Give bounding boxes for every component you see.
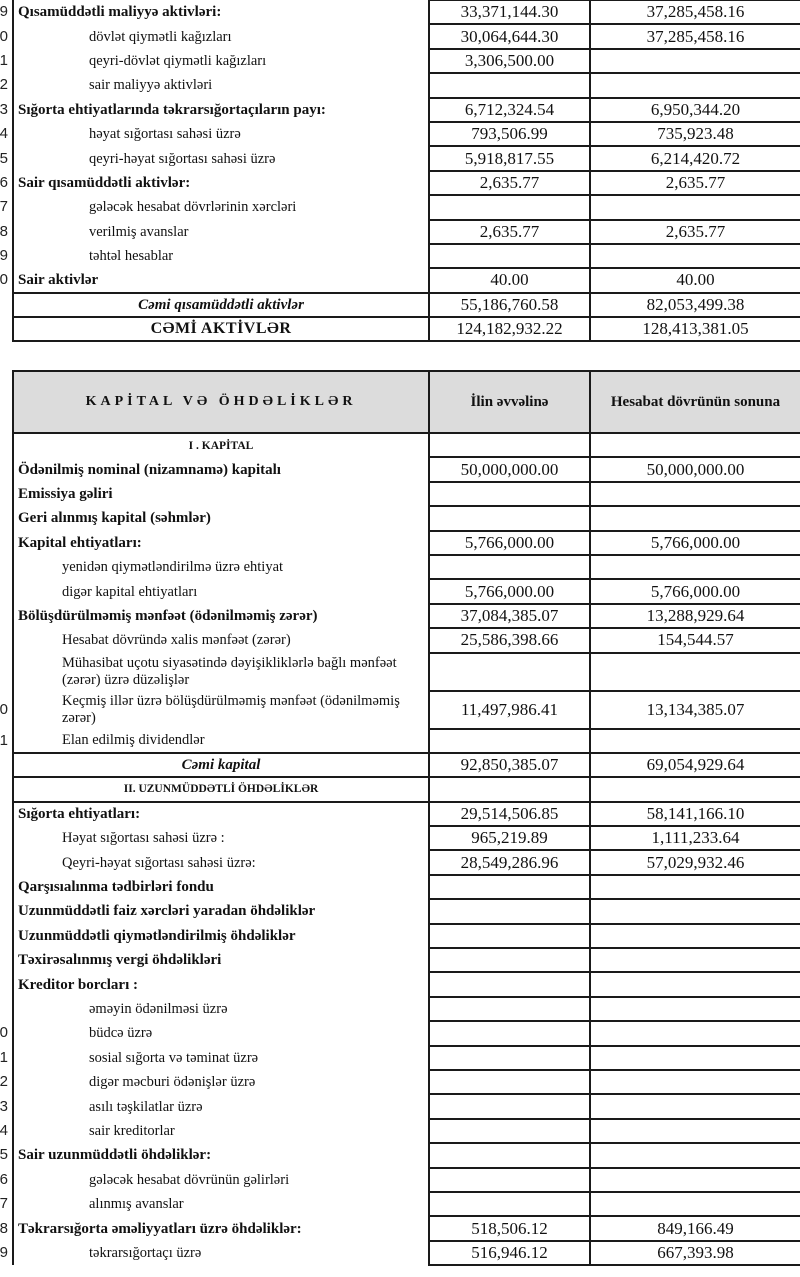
row-number: 1	[0, 51, 8, 69]
capital-liabilities-table	[12, 370, 800, 1266]
column-header-begin: İlin əvvəlinə	[429, 371, 590, 433]
row-label: Sair qısamüddətli aktivlər:	[13, 171, 429, 195]
row-label: Təxirəsalınmış vergi öhdəlikləri	[13, 948, 429, 972]
table-row	[13, 1021, 800, 1045]
value-year-begin: 518,506.12	[429, 1216, 590, 1240]
table-row	[13, 1168, 800, 1192]
value-period-end: 128,413,381.05	[590, 317, 800, 341]
row-label: Emissiya gəliri	[13, 482, 429, 506]
table-row	[13, 948, 800, 972]
value-year-begin	[429, 972, 590, 996]
row-label: verilmiş avanslar	[13, 220, 429, 244]
value-year-begin: 2,635.77	[429, 220, 590, 244]
row-number: 5	[0, 149, 8, 167]
row-label: əməyin ödənilməsi üzrə	[13, 997, 429, 1021]
table-row	[13, 146, 800, 170]
value-period-end: 13,134,385.07	[590, 691, 800, 729]
value-period-end	[590, 948, 800, 972]
row-number: 7	[0, 1195, 8, 1213]
section-capital-label: I . KAPİTAL	[13, 433, 429, 457]
value-year-begin	[429, 948, 590, 972]
value-period-end	[590, 1168, 800, 1192]
table-row	[13, 122, 800, 146]
total-capital-label: Cəmi kapital	[13, 753, 429, 777]
table-row	[13, 579, 800, 603]
value-year-begin	[429, 433, 590, 457]
value-period-end	[590, 244, 800, 268]
table-row	[13, 1070, 800, 1094]
row-label: büdcə üzrə	[13, 1021, 429, 1045]
value-year-begin: 2,635.77	[429, 171, 590, 195]
value-period-end	[590, 777, 800, 801]
row-number: 8	[0, 1219, 8, 1237]
row-label: qeyri-dövlət qiymətli kağızları	[13, 49, 429, 73]
value-period-end: 154,544.57	[590, 628, 800, 652]
row-label: Uzunmüddətli faiz xərcləri yaradan öhdəliklər	[13, 899, 429, 923]
value-period-end	[590, 875, 800, 899]
row-number: 9	[0, 247, 8, 265]
row-label: sosial sığorta və təminat üzrə	[13, 1046, 429, 1070]
row-number: 2	[0, 1073, 8, 1091]
value-year-begin	[429, 1094, 590, 1118]
row-label: asılı təşkilatlar üzrə	[13, 1094, 429, 1118]
value-year-begin	[429, 555, 590, 579]
row-label: Qarşısıalınma tədbirləri fondu	[13, 875, 429, 899]
table-row	[13, 604, 800, 628]
value-period-end	[590, 1046, 800, 1070]
value-period-end	[590, 972, 800, 996]
value-period-end: 50,000,000.00	[590, 457, 800, 481]
row-number: 9	[0, 1243, 8, 1261]
table-row	[13, 924, 800, 948]
row-number: 6	[0, 173, 8, 191]
table-row	[13, 899, 800, 923]
row-label: digər məcburi ödənişlər üzrə	[13, 1070, 429, 1094]
table-row	[13, 875, 800, 899]
row-label: təkrarsığortaçı üzrə	[13, 1241, 429, 1265]
value-year-begin	[429, 1168, 590, 1192]
value-year-begin: 55,186,760.58	[429, 293, 590, 317]
value-year-begin	[429, 1143, 590, 1167]
value-year-begin: 965,219.89	[429, 826, 590, 850]
row-label: Keçmiş illər üzrə bölüşdürülməmiş mənfəət (ödənilməmiş zərər)	[13, 691, 429, 729]
value-year-begin: 37,084,385.07	[429, 604, 590, 628]
row-label: təhtəl hesablar	[13, 244, 429, 268]
value-period-end	[590, 729, 800, 753]
value-year-begin: 40.00	[429, 268, 590, 292]
value-year-begin	[429, 73, 590, 97]
row-label: sair maliyyə aktivləri	[13, 73, 429, 97]
value-year-begin: 11,497,986.41	[429, 691, 590, 729]
value-period-end: 37,285,458.16	[590, 24, 800, 48]
value-period-end	[590, 1119, 800, 1143]
row-label: Həyat sığortası sahəsi üzrə :	[13, 826, 429, 850]
value-year-begin: 30,064,644.30	[429, 24, 590, 48]
value-year-begin: 33,371,144.30	[429, 0, 590, 24]
section-longterm-liabilities	[13, 777, 800, 801]
table-row	[13, 729, 800, 753]
row-label: qeyri-həyat sığortası sahəsi üzrə	[13, 146, 429, 170]
row-label: Sığorta ehtiyatları:	[13, 802, 429, 826]
value-year-begin: 5,766,000.00	[429, 579, 590, 603]
row-number: 8	[0, 222, 8, 240]
table-row	[13, 850, 800, 874]
table-row	[13, 1216, 800, 1240]
row-number: 2	[0, 76, 8, 94]
value-year-begin	[429, 777, 590, 801]
row-label: Ödənilmiş nominal (nizamnamə) kapitalı	[13, 457, 429, 481]
row-label: yenidən qiymətləndirilmə üzrə ehtiyat	[13, 555, 429, 579]
value-period-end	[590, 1143, 800, 1167]
table-row	[13, 1192, 800, 1216]
value-period-end	[590, 49, 800, 73]
value-year-begin	[429, 653, 590, 691]
value-year-begin	[429, 1070, 590, 1094]
value-period-end: 849,166.49	[590, 1216, 800, 1240]
value-year-begin: 25,586,398.66	[429, 628, 590, 652]
row-label: Elan edilmiş dividendlər	[13, 729, 429, 753]
row-label: Kreditor borcları :	[13, 972, 429, 996]
assets-table	[12, 0, 800, 342]
row-number: 4	[0, 1121, 8, 1139]
table-row	[13, 506, 800, 530]
table-row	[13, 244, 800, 268]
row-label: Qeyri-həyat sığortası sahəsi üzrə:	[13, 850, 429, 874]
table-row	[13, 49, 800, 73]
row-label: Sair aktivlər	[13, 268, 429, 292]
value-year-begin: 50,000,000.00	[429, 457, 590, 481]
value-period-end	[590, 73, 800, 97]
value-year-begin: 5,918,817.55	[429, 146, 590, 170]
row-label: dövlət qiymətli kağızları	[13, 24, 429, 48]
table-row	[13, 826, 800, 850]
row-label: gələcək hesabat dövrünün gəlirləri	[13, 1168, 429, 1192]
table-row	[13, 653, 800, 691]
total-assets	[13, 317, 800, 341]
table-row	[13, 1094, 800, 1118]
value-year-begin	[429, 1192, 590, 1216]
value-period-end: 2,635.77	[590, 220, 800, 244]
value-year-begin: 793,506.99	[429, 122, 590, 146]
value-period-end: 2,635.77	[590, 171, 800, 195]
row-label: Geri alınmış kapital (səhmlər)	[13, 506, 429, 530]
row-number: 7	[0, 198, 8, 216]
table-row	[13, 195, 800, 219]
value-year-begin: 29,514,506.85	[429, 802, 590, 826]
table-row	[13, 268, 800, 292]
total-capital	[13, 753, 800, 777]
value-year-begin: 5,766,000.00	[429, 531, 590, 555]
table-row	[13, 482, 800, 506]
value-year-begin: 28,549,286.96	[429, 850, 590, 874]
value-period-end: 13,288,929.64	[590, 604, 800, 628]
value-year-begin	[429, 924, 590, 948]
column-header-end: Hesabat dövrünün sonuna	[590, 371, 800, 433]
row-label: həyat sığortası sahəsi üzrə	[13, 122, 429, 146]
value-period-end: 40.00	[590, 268, 800, 292]
value-period-end: 58,141,166.10	[590, 802, 800, 826]
value-year-begin	[429, 729, 590, 753]
value-year-begin	[429, 1046, 590, 1070]
table-row	[13, 73, 800, 97]
value-year-begin	[429, 195, 590, 219]
value-period-end: 667,393.98	[590, 1241, 800, 1265]
value-period-end: 735,923.48	[590, 122, 800, 146]
row-label: Təkrarsığorta əməliyyatları üzrə öhdəliklər:	[13, 1216, 429, 1240]
table-row	[13, 0, 800, 24]
row-number: 0	[0, 1024, 8, 1042]
table-row	[13, 1143, 800, 1167]
value-period-end	[590, 1192, 800, 1216]
value-period-end: 5,766,000.00	[590, 531, 800, 555]
value-period-end	[590, 1070, 800, 1094]
value-period-end	[590, 899, 800, 923]
row-label: Sair uzunmüddətli öhdəliklər:	[13, 1143, 429, 1167]
table-row	[13, 98, 800, 122]
row-label: Hesabat dövründə xalis mənfəət (zərər)	[13, 628, 429, 652]
table-row	[13, 1241, 800, 1265]
value-year-begin	[429, 1119, 590, 1143]
value-period-end	[590, 1094, 800, 1118]
value-year-begin: 516,946.12	[429, 1241, 590, 1265]
value-period-end	[590, 506, 800, 530]
row-number: 3	[0, 100, 8, 118]
value-year-begin: 6,712,324.54	[429, 98, 590, 122]
table-row	[13, 531, 800, 555]
value-period-end	[590, 482, 800, 506]
value-period-end	[590, 924, 800, 948]
column-header-title: KAPİTAL VƏ ÖHDƏLİKLƏR	[13, 371, 429, 433]
value-period-end	[590, 997, 800, 1021]
value-period-end: 6,214,420.72	[590, 146, 800, 170]
value-period-end	[590, 653, 800, 691]
table-row	[13, 628, 800, 652]
row-label: Kapital ehtiyatları:	[13, 531, 429, 555]
value-period-end: 82,053,499.38	[590, 293, 800, 317]
value-period-end: 69,054,929.64	[590, 753, 800, 777]
value-year-begin	[429, 899, 590, 923]
section-longterm-liabilities-label: II. UZUNMÜDDƏTLİ ÖHDƏLİKLƏR	[13, 777, 429, 801]
row-number: 0	[0, 700, 8, 718]
value-period-end	[590, 433, 800, 457]
row-label: Bölüşdürülməmiş mənfəət (ödənilməmiş zərər)	[13, 604, 429, 628]
table-row	[13, 972, 800, 996]
row-number: 1	[0, 731, 8, 749]
row-number: 4	[0, 125, 8, 143]
row-number: 9	[0, 3, 8, 21]
table-row	[13, 171, 800, 195]
value-period-end: 5,766,000.00	[590, 579, 800, 603]
total-short-term-assets-label: Cəmi qısamüddətli aktivlər	[13, 293, 429, 317]
value-year-begin	[429, 1021, 590, 1045]
table-row	[13, 457, 800, 481]
value-period-end	[590, 195, 800, 219]
value-period-end: 6,950,344.20	[590, 98, 800, 122]
value-year-begin	[429, 997, 590, 1021]
table-row	[13, 1119, 800, 1143]
row-label: Sığorta ehtiyatlarında təkrarsığortaçıların payı:	[13, 98, 429, 122]
value-year-begin	[429, 244, 590, 268]
value-year-begin	[429, 875, 590, 899]
value-year-begin: 124,182,932.22	[429, 317, 590, 341]
table-row	[13, 220, 800, 244]
row-label: gələcək hesabat dövrlərinin xərcləri	[13, 195, 429, 219]
row-label: Qısamüddətli maliyyə aktivləri:	[13, 0, 429, 24]
table-header-row	[13, 371, 800, 433]
value-period-end: 37,285,458.16	[590, 0, 800, 24]
value-year-begin: 3,306,500.00	[429, 49, 590, 73]
total-assets-label: CƏMİ AKTİVLƏR	[13, 317, 429, 341]
row-number: 6	[0, 1170, 8, 1188]
row-number: 3	[0, 1097, 8, 1115]
value-period-end	[590, 555, 800, 579]
row-label: alınmış avanslar	[13, 1192, 429, 1216]
table-row	[13, 691, 800, 729]
row-number: 5	[0, 1146, 8, 1164]
value-year-begin	[429, 482, 590, 506]
row-number: 1	[0, 1048, 8, 1066]
table-row	[13, 24, 800, 48]
table-row	[13, 802, 800, 826]
row-label: sair kreditorlar	[13, 1119, 429, 1143]
value-year-begin: 92,850,385.07	[429, 753, 590, 777]
row-number: 0	[0, 271, 8, 289]
row-label: Uzunmüddətli qiymətləndirilmiş öhdəliklər	[13, 924, 429, 948]
value-period-end: 57,029,932.46	[590, 850, 800, 874]
table-row	[13, 555, 800, 579]
total-short-term-assets	[13, 293, 800, 317]
row-label: Mühasibat uçotu siyasətində dəyişikliklərlə bağlı mənfəət (zərər) üzrə düzəlişlər	[13, 653, 429, 691]
table-row	[13, 997, 800, 1021]
row-label: digər kapital ehtiyatları	[13, 579, 429, 603]
value-year-begin	[429, 506, 590, 530]
section-capital	[13, 433, 800, 457]
value-period-end: 1,111,233.64	[590, 826, 800, 850]
value-period-end	[590, 1021, 800, 1045]
row-number: 0	[0, 27, 8, 45]
table-row	[13, 1046, 800, 1070]
